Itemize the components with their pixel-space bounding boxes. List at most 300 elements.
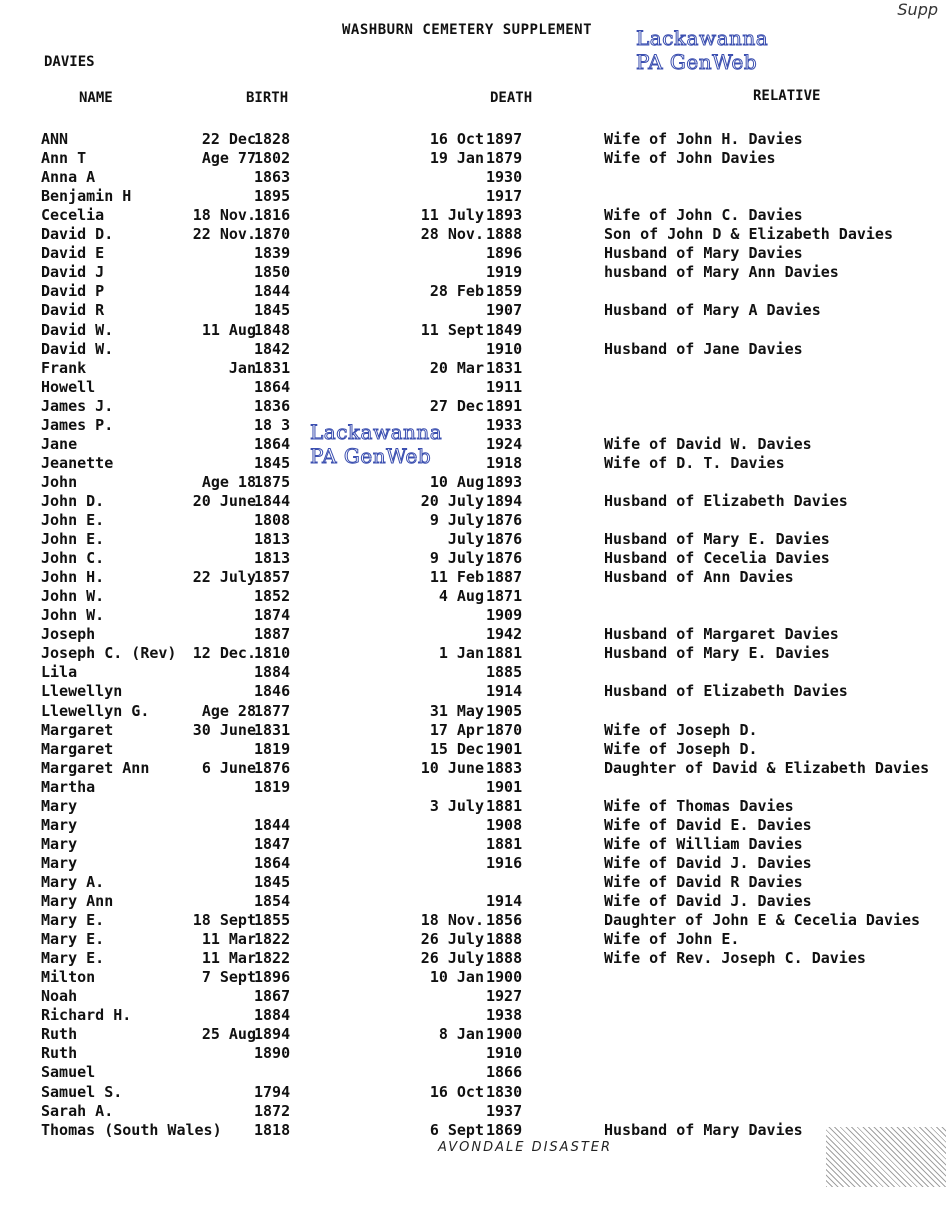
death-year-cell: 1910 [486,1044,523,1063]
table-row [0,644,946,663]
death-year-cell: 1870 [486,720,523,739]
table-row [0,759,946,778]
death-year-cell: 1891 [486,396,523,415]
relative-cell: Husband of Mary Davies [604,244,803,263]
name-cell: Samuel [41,1063,96,1082]
table-row [0,1063,946,1082]
name-cell: Llewellyn G. [41,701,150,720]
column-header-birth: BIRTH [246,90,289,106]
relative-cell: Wife of John C. Davies [604,206,803,225]
birth-year-cell: 1850 [254,263,291,282]
death-year-cell: 1893 [486,206,523,225]
column-header-relative: RELATIVE [753,88,821,104]
table-row [0,721,946,740]
death-year-cell: 1876 [486,530,523,549]
death-date-cell: 17 Apr [429,720,484,739]
name-cell: Benjamin H [41,187,132,206]
table-row [0,492,946,511]
relative-cell: Wife of John E. [604,930,740,949]
birth-date-cell: Age 28 [201,701,256,720]
table-row [0,530,946,549]
birth-date-cell: 20 June [192,491,256,510]
death-year-cell: 1897 [486,130,523,148]
table-row [0,206,946,225]
name-cell: John C. [41,549,105,568]
death-date-cell: 8 Jan [438,1025,484,1044]
birth-date-cell: 18 Sept [192,911,256,930]
relative-cell: Wife of John H. Davies [604,130,803,148]
table-row [0,663,946,682]
name-cell: David J [41,263,105,282]
death-year-cell: 1927 [486,987,523,1006]
death-year-cell: 1830 [486,1082,523,1101]
birth-year-cell: 1857 [254,568,291,587]
death-year-cell: 1938 [486,1006,523,1025]
death-date-cell: 27 Dec [429,396,484,415]
table-row [0,682,946,701]
name-cell: Llewellyn [41,682,123,701]
name-cell: Mary [41,853,78,872]
relative-cell: Wife of John Davies [604,149,776,168]
relative-cell: Wife of Thomas Davies [604,796,794,815]
table-row [0,321,946,340]
name-cell: David R [41,301,105,320]
death-year-cell: 1937 [486,1101,523,1120]
corner-mark: Supp [897,0,938,19]
table-row [0,816,946,835]
watermark-line1: Lackawanna [310,420,443,444]
table-row [0,892,946,911]
death-year-cell: 1888 [486,949,523,968]
birth-year-cell: 1847 [254,834,291,853]
name-cell: Mary Ann [41,892,114,910]
relative-cell: Wife of Joseph D. [604,720,758,739]
name-cell: Milton [41,968,96,987]
relative-cell: Husband of Mary A Davies [604,301,821,320]
death-date-cell: 1 Jan [438,644,484,663]
table-row [0,968,946,987]
death-year-cell: 1885 [486,663,523,682]
death-year-cell: 1879 [486,149,523,168]
scan-noise [826,1127,946,1187]
death-year-cell: 1924 [486,434,523,453]
birth-year-cell: 1802 [254,149,291,168]
birth-date-cell: Age 18 [201,472,256,491]
birth-year-cell: 1844 [254,815,291,834]
death-year-cell: 1896 [486,244,523,263]
handwritten-note: AVONDALE DISASTER [438,1140,613,1155]
table-row [0,301,946,320]
name-cell: David W. [41,339,114,358]
table-row [0,873,946,892]
birth-year-cell: 1872 [254,1101,291,1120]
relative-cell: Son of John D & Elizabeth Davies [604,225,893,244]
death-date-cell: 16 Oct [429,130,484,148]
table-row [0,1044,946,1063]
death-year-cell: 1887 [486,568,523,587]
name-cell: John D. [41,491,105,510]
death-year-cell: 1831 [486,358,523,377]
birth-year-cell: 1875 [254,472,291,491]
birth-date-cell: 25 Aug [201,1025,256,1044]
relative-cell: husband of Mary Ann Davies [604,263,839,282]
table-row [0,835,946,854]
death-year-cell: 1930 [486,168,523,187]
relative-cell: Husband of Elizabeth Davies [604,491,848,510]
death-date-cell: 9 July [429,511,484,529]
death-year-cell: 1942 [486,625,523,644]
death-date-cell: 11 Sept [420,320,484,339]
name-cell: Ann T [41,149,87,168]
death-year-cell: 1893 [486,472,523,491]
death-date-cell: 20 July [420,491,484,510]
birth-year-cell: 1818 [254,1120,291,1139]
birth-date-cell: 7 Sept [201,968,256,987]
birth-date-cell: 11 Mar [201,949,256,968]
table-row [0,244,946,263]
birth-date-cell: Jan [228,358,256,377]
death-year-cell: 1859 [486,282,523,301]
death-year-cell: 1894 [486,491,523,510]
birth-year-cell: 1828 [254,130,291,148]
column-header-name: NAME [79,90,113,106]
death-year-cell: 1907 [486,301,523,320]
death-year-cell: 1917 [486,187,523,206]
birth-date-cell: 11 Aug [201,320,256,339]
death-year-cell: 1933 [486,415,523,434]
relative-cell: Daughter of John E & Cecelia Davies [604,911,921,930]
death-date-cell: 26 July [420,949,484,968]
name-cell: Joseph [41,625,96,644]
table-row [0,1083,946,1102]
birth-year-cell: 1819 [254,739,291,758]
birth-year-cell: 1808 [254,511,291,529]
birth-year-cell: 18 3 [254,415,291,434]
birth-date-cell: 22 Dec [201,130,256,148]
table-row [0,168,946,187]
name-cell: Mary E. [41,930,105,949]
death-date-cell: 4 Aug [438,587,484,606]
relative-cell: Husband of Jane Davies [604,339,803,358]
birth-year-cell: 1864 [254,377,291,396]
death-year-cell: 1849 [486,320,523,339]
table-row [0,511,946,530]
table-row [0,587,946,606]
name-cell: Jeanette [41,453,114,472]
death-year-cell: 1905 [486,701,523,720]
relative-cell: Wife of David E. Davies [604,815,812,834]
relative-cell: Wife of William Davies [604,834,803,853]
birth-year-cell: 1884 [254,1006,291,1025]
death-date-cell: 26 July [420,930,484,949]
name-cell: Margaret [41,739,114,758]
death-year-cell: 1914 [486,892,523,910]
name-cell: Martha [41,777,96,796]
death-year-cell: 1883 [486,758,523,777]
birth-year-cell: 1852 [254,587,291,606]
birth-year-cell: 1845 [254,301,291,320]
death-year-cell: 1856 [486,911,523,930]
name-cell: Noah [41,987,78,1006]
relative-cell: Husband of Mary E. Davies [604,530,830,549]
table-row [0,416,946,435]
birth-date-cell: 22 Nov. [192,225,256,244]
death-year-cell: 1871 [486,587,523,606]
relative-cell: Daughter of David & Elizabeth Davies [604,758,930,777]
relative-cell: Husband of Ann Davies [604,568,794,587]
table-row [0,130,946,149]
death-date-cell: 11 Feb [429,568,484,587]
birth-year-cell: 1884 [254,663,291,682]
birth-year-cell: 1831 [254,358,291,377]
birth-year-cell: 1819 [254,777,291,796]
birth-date-cell: 11 Mar [201,930,256,949]
table-row [0,378,946,397]
relative-cell: Wife of Joseph D. [604,739,758,758]
table-row [0,1102,946,1121]
death-year-cell: 1881 [486,834,523,853]
death-year-cell: 1901 [486,777,523,796]
birth-year-cell: 1794 [254,1082,291,1101]
name-cell: David D. [41,225,114,244]
death-date-cell: 10 Jan [429,968,484,987]
death-date-cell: 19 Jan [429,149,484,168]
relative-cell: Husband of Mary Davies [604,1120,803,1139]
birth-date-cell: Age 77 [201,149,256,168]
name-cell: Ruth [41,1044,78,1063]
name-cell: Margaret Ann [41,758,150,777]
name-cell: David W. [41,320,114,339]
birth-year-cell: 1836 [254,396,291,415]
name-cell: Frank [41,358,87,377]
table-row [0,1025,946,1044]
birth-date-cell: 12 Dec. [192,644,256,663]
name-cell: Mary [41,815,78,834]
name-cell: David P [41,282,105,301]
birth-year-cell: 1848 [254,320,291,339]
name-cell: Sarah A. [41,1101,114,1120]
birth-year-cell: 1864 [254,434,291,453]
name-cell: John H. [41,568,105,587]
death-year-cell: 1911 [486,377,523,396]
death-year-cell: 1866 [486,1063,523,1082]
name-cell: Mary [41,796,78,815]
birth-year-cell: 1863 [254,168,291,187]
name-cell: Samuel S. [41,1082,123,1101]
birth-year-cell: 1845 [254,872,291,891]
table-row [0,473,946,492]
death-year-cell: 1910 [486,339,523,358]
death-year-cell: 1918 [486,453,523,472]
birth-year-cell: 1842 [254,339,291,358]
death-year-cell: 1901 [486,739,523,758]
death-year-cell: 1908 [486,815,523,834]
birth-date-cell: 6 June [201,758,256,777]
name-cell: John [41,472,78,491]
birth-year-cell: 1896 [254,968,291,987]
birth-year-cell: 1810 [254,644,291,663]
birth-year-cell: 1854 [254,892,291,910]
table-row [0,187,946,206]
name-cell: Lila [41,663,78,682]
name-cell: Mary [41,834,78,853]
table-row [0,149,946,168]
name-cell: Mary E. [41,911,105,930]
name-cell: Mary E. [41,949,105,968]
name-cell: Mary A. [41,872,105,891]
table-row [0,854,946,873]
relative-cell: Wife of David J. Davies [604,853,812,872]
relative-cell: Husband of Cecelia Davies [604,549,830,568]
table-row [0,606,946,625]
name-cell: ANN [41,130,69,148]
birth-date-cell: 22 July [192,568,256,587]
relative-cell: Husband of Margaret Davies [604,625,839,644]
relative-cell: Husband of Mary E. Davies [604,644,830,663]
death-date-cell: 10 June [420,758,484,777]
relative-cell: Husband of Elizabeth Davies [604,682,848,701]
name-cell: Cecelia [41,206,105,225]
birth-year-cell: 1890 [254,1044,291,1063]
name-cell: Anna A [41,168,96,187]
death-date-cell: 18 Nov. [420,911,484,930]
birth-year-cell: 1870 [254,225,291,244]
death-date-cell: 16 Oct [429,1082,484,1101]
name-cell: Margaret [41,720,114,739]
death-date-cell: 6 Sept [429,1120,484,1139]
relative-cell: Wife of David J. Davies [604,892,812,910]
name-cell: Ruth [41,1025,78,1044]
table-row [0,1006,946,1025]
birth-year-cell: 1813 [254,530,291,549]
table-row [0,263,946,282]
table-row [0,625,946,644]
death-year-cell: 1909 [486,606,523,625]
table-row [0,702,946,721]
name-cell: Joseph C. (Rev) [41,644,177,663]
surname-heading: DAVIES [44,54,95,70]
death-date-cell: July [447,530,484,549]
death-date-cell: 20 Mar [429,358,484,377]
table-row [0,911,946,930]
table-row [0,1121,946,1140]
birth-year-cell: 1876 [254,758,291,777]
table-row [0,340,946,359]
name-cell: John E. [41,511,105,529]
table-row [0,930,946,949]
name-cell: John E. [41,530,105,549]
page-title: WASHBURN CEMETERY SUPPLEMENT [342,22,593,38]
death-year-cell: 1900 [486,968,523,987]
table-row [0,987,946,1006]
death-year-cell: 1900 [486,1025,523,1044]
birth-year-cell: 1839 [254,244,291,263]
death-date-cell: 15 Dec [429,739,484,758]
name-cell: Richard H. [41,1006,132,1025]
birth-year-cell: 1816 [254,206,291,225]
death-date-cell: 10 Aug [429,472,484,491]
birth-year-cell: 1822 [254,949,291,968]
death-date-cell: 11 July [420,206,484,225]
birth-year-cell: 1831 [254,720,291,739]
watermark-middle [310,420,442,468]
table-row [0,549,946,568]
table-row [0,568,946,587]
death-year-cell: 1869 [486,1120,523,1139]
birth-year-cell: 1895 [254,187,291,206]
death-year-cell: 1888 [486,225,523,244]
death-year-cell: 1881 [486,796,523,815]
birth-year-cell: 1887 [254,625,291,644]
table-row [0,359,946,378]
death-date-cell: 31 May [429,701,484,720]
birth-date-cell: 18 Nov. [192,206,256,225]
name-cell: Thomas (South Wales) [41,1120,222,1139]
name-cell: James J. [41,396,114,415]
table-row [0,740,946,759]
death-date-cell: 28 Feb [429,282,484,301]
table-row [0,454,946,473]
birth-year-cell: 1844 [254,282,291,301]
table-row [0,435,946,454]
death-year-cell: 1876 [486,511,523,529]
column-header-death: DEATH [490,90,533,106]
watermark-line2: PA GenWeb [636,50,758,74]
birth-year-cell: 1813 [254,549,291,568]
death-year-cell: 1916 [486,853,523,872]
birth-year-cell: 1845 [254,453,291,472]
death-date-cell: 9 July [429,549,484,568]
watermark-top [636,26,768,74]
watermark-line2: PA GenWeb [310,444,432,468]
birth-year-cell: 1877 [254,701,291,720]
birth-year-cell: 1894 [254,1025,291,1044]
death-year-cell: 1919 [486,263,523,282]
table-row [0,797,946,816]
name-cell: James P. [41,415,114,434]
birth-year-cell: 1844 [254,491,291,510]
death-year-cell: 1881 [486,644,523,663]
watermark-line1: Lackawanna [636,26,769,50]
birth-year-cell: 1846 [254,682,291,701]
name-cell: David E [41,244,105,263]
birth-year-cell: 1855 [254,911,291,930]
death-date-cell: 28 Nov. [420,225,484,244]
name-cell: John W. [41,606,105,625]
death-year-cell: 1876 [486,549,523,568]
death-year-cell: 1914 [486,682,523,701]
name-cell: Jane [41,434,78,453]
birth-year-cell: 1822 [254,930,291,949]
name-cell: Howell [41,377,96,396]
table-row [0,225,946,244]
table-row [0,397,946,416]
birth-year-cell: 1874 [254,606,291,625]
birth-date-cell: 30 June [192,720,256,739]
birth-year-cell: 1864 [254,853,291,872]
table-row [0,778,946,797]
relative-cell: Wife of David W. Davies [604,434,812,453]
death-date-cell: 3 July [429,796,484,815]
relative-cell: Wife of David R Davies [604,872,803,891]
death-year-cell: 1888 [486,930,523,949]
name-cell: John W. [41,587,105,606]
table-row [0,949,946,968]
table-row [0,282,946,301]
relative-cell: Wife of D. T. Davies [604,453,785,472]
birth-year-cell: 1867 [254,987,291,1006]
relative-cell: Wife of Rev. Joseph C. Davies [604,949,866,968]
